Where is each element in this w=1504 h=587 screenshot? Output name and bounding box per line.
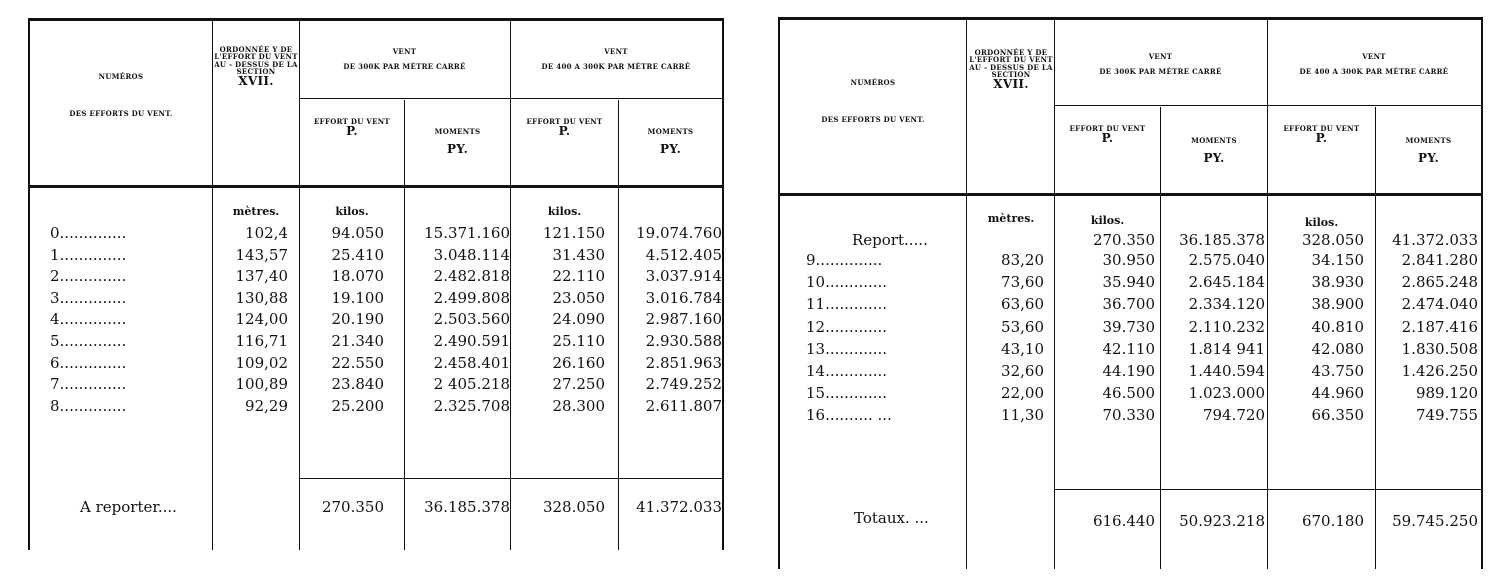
cell-y: 63,60 xyxy=(1001,295,1044,314)
header-moments-1: MOMENTS PY. xyxy=(434,127,481,157)
cell-label: 4.............. xyxy=(50,310,127,329)
header-effort-1: EFFORT DU VENT P. xyxy=(314,117,390,139)
total-p1-right: 616.440 xyxy=(1092,512,1155,530)
cell-p1: 70.330 xyxy=(1102,406,1155,425)
cell-p1: 44.190 xyxy=(1102,362,1155,380)
table-row xyxy=(30,354,722,374)
cell-p1: 25.410 xyxy=(331,245,384,264)
cell-m2: 3.016.784 xyxy=(645,288,722,307)
cell-p2: 25.110 xyxy=(552,332,605,350)
cell-p1: 21.340 xyxy=(331,332,384,350)
cell-m1: 3.048.114 xyxy=(433,245,510,264)
header-vent-1: VENT DE 300K PAR MÈTRE CARRÉ xyxy=(343,47,466,72)
cell-m1: 1.440.594 xyxy=(1188,362,1265,380)
total-p2-right: 670.180 xyxy=(1301,512,1364,530)
cell-p2: 43.750 xyxy=(1311,362,1364,380)
table-row xyxy=(30,397,722,417)
cell-m2: 2.851.963 xyxy=(645,353,722,372)
cell-label: 8.............. xyxy=(50,396,127,415)
table-row xyxy=(780,318,1481,338)
total-p1-left: 270.350 xyxy=(321,498,384,516)
table-right xyxy=(778,17,1483,569)
unit-kilos-2-r: kilos. xyxy=(1304,216,1339,229)
table-row xyxy=(30,310,722,330)
cell-m1: 15.371.160 xyxy=(424,224,510,242)
cell-y: 124,00 xyxy=(235,310,288,329)
cell-p2: 121.150 xyxy=(542,224,605,242)
cell-y: 43,10 xyxy=(1001,339,1044,358)
cell-label: 3.............. xyxy=(50,288,127,307)
cell-label: 1.............. xyxy=(50,245,127,264)
table-row xyxy=(780,251,1481,271)
cell-m2: 19.074.760 xyxy=(636,224,722,242)
cell-p1: 25.200 xyxy=(331,396,384,415)
cell-y: 116,71 xyxy=(235,332,288,350)
header-moments-2-r: MOMENTS PY. xyxy=(1405,136,1452,166)
header-ordonnee-r: ORDONNÉE Y DE L'EFFORT DU VENT AU - DESSUS DE LA SECTION XVII. xyxy=(969,48,1053,92)
cell-p2: 38.900 xyxy=(1311,295,1364,314)
cell-label: 14............. xyxy=(806,362,888,380)
cell-y: 22,00 xyxy=(1001,384,1044,403)
header-vent-2: VENT DE 400 A 300K PAR MÈTRE CARRÉ xyxy=(541,47,691,72)
cell-p1: 23.840 xyxy=(331,375,384,394)
report-p1: 270.350 xyxy=(1092,231,1155,249)
cell-p1: 36.700 xyxy=(1102,295,1155,314)
cell-label: 13............. xyxy=(806,339,888,358)
header-numeros: NUMÉROS DES EFFORTS DU VENT. xyxy=(69,72,173,119)
cell-p1: 18.070 xyxy=(331,267,384,286)
cell-y: 92,29 xyxy=(245,396,288,415)
header-effort-2: EFFORT DU VENT P. xyxy=(526,117,603,139)
report-label: Report..... xyxy=(852,231,928,249)
cell-p2: 44.960 xyxy=(1311,384,1364,403)
cell-p2: 27.250 xyxy=(552,375,605,394)
table-row xyxy=(780,295,1481,315)
report-m2: 41.372.033 xyxy=(1392,231,1478,249)
cell-m1: 2.334.120 xyxy=(1188,295,1265,314)
cell-m1: 2.499.808 xyxy=(433,288,510,307)
cell-m2: 2.841.280 xyxy=(1401,251,1478,269)
table-row xyxy=(30,332,722,352)
cell-p2: 38.930 xyxy=(1311,273,1364,292)
cell-p1: 20.190 xyxy=(331,310,384,329)
table-row xyxy=(30,267,722,287)
cell-y: 100,89 xyxy=(235,375,288,394)
table-row xyxy=(30,375,722,395)
table-row xyxy=(780,406,1481,426)
total-p2-left: 328.050 xyxy=(542,498,605,516)
header-numeros-r: NUMÉROS DES EFFORTS DU VENT. xyxy=(821,78,925,125)
cell-p2: 31.430 xyxy=(552,245,605,264)
cell-m2: 989.120 xyxy=(1415,384,1478,403)
cell-m2: 1.830.508 xyxy=(1401,339,1478,358)
cell-m1: 1.023.000 xyxy=(1188,384,1265,403)
report-row xyxy=(780,231,1481,251)
unit-metres-r: mètres. xyxy=(987,212,1035,225)
cell-m1: 2.325.708 xyxy=(433,396,510,415)
cell-p2: 24.090 xyxy=(552,310,605,329)
cell-label: 10............. xyxy=(806,273,888,292)
cell-m1: 2 405.218 xyxy=(433,375,510,394)
cell-m2: 2.930.588 xyxy=(645,332,722,350)
total-label-right: Totaux. ... xyxy=(854,509,929,527)
table-row xyxy=(780,362,1481,382)
cell-p2: 28.300 xyxy=(552,396,605,415)
cell-y: 109,02 xyxy=(235,353,288,372)
report-p2: 328.050 xyxy=(1301,231,1364,249)
header-effort-1-r: EFFORT DU VENT P. xyxy=(1069,124,1146,146)
cell-p2: 23.050 xyxy=(552,288,605,307)
cell-label: 7.............. xyxy=(50,375,127,394)
cell-p1: 94.050 xyxy=(331,224,384,242)
cell-p1: 19.100 xyxy=(331,288,384,307)
cell-m2: 2.187.416 xyxy=(1401,317,1478,336)
cell-m2: 1.426.250 xyxy=(1401,362,1478,380)
cell-label: 12............. xyxy=(806,317,888,336)
cell-p1: 35.940 xyxy=(1102,273,1155,292)
cell-y: 130,88 xyxy=(235,288,288,307)
cell-m1: 2.490.591 xyxy=(433,332,510,350)
cell-y: 53,60 xyxy=(1001,317,1044,336)
header-effort-2-r: EFFORT DU VENT P. xyxy=(1283,124,1360,146)
cell-m1: 1.814 941 xyxy=(1188,339,1265,358)
total-m2-left: 41.372.033 xyxy=(636,498,722,516)
cell-p1: 39.730 xyxy=(1102,317,1155,336)
table-left xyxy=(28,18,724,550)
cell-label: 11............. xyxy=(806,295,888,314)
cell-m2: 2.749.252 xyxy=(645,375,722,394)
header-ordonnee: ORDONNÉE Y DE L'EFFORT DU VENT AU - DESSUS DE LA SECTION XVII. xyxy=(214,45,298,89)
cell-p2: 34.150 xyxy=(1311,251,1364,269)
table-row xyxy=(780,384,1481,404)
cell-m2: 2.474.040 xyxy=(1401,295,1478,314)
cell-m2: 3.037.914 xyxy=(645,267,722,286)
cell-y: 137,40 xyxy=(235,267,288,286)
table-row xyxy=(30,289,722,309)
total-m2-right: 59.745.250 xyxy=(1392,512,1478,530)
cell-m1: 2.458.401 xyxy=(433,353,510,372)
cell-m2: 2.611.807 xyxy=(645,396,722,415)
unit-kilos-1: kilos. xyxy=(335,205,369,218)
total-m1-left: 36.185.378 xyxy=(424,498,510,516)
cell-p1: 42.110 xyxy=(1102,339,1155,358)
cell-m2: 4.512.405 xyxy=(645,245,722,264)
cell-m1: 2.503.560 xyxy=(433,310,510,329)
cell-y: 83,20 xyxy=(1001,251,1044,269)
cell-label: 9.............. xyxy=(806,251,883,269)
cell-m2: 2.987.160 xyxy=(645,310,722,329)
cell-y: 73,60 xyxy=(1001,273,1044,292)
cell-label: 5.............. xyxy=(50,332,127,350)
cell-p1: 22.550 xyxy=(331,353,384,372)
cell-p2: 22.110 xyxy=(552,267,605,286)
table-row xyxy=(30,224,722,244)
cell-y: 32,60 xyxy=(1001,362,1044,380)
header-moments-1-r: MOMENTS PY. xyxy=(1191,136,1237,166)
cell-y: 143,57 xyxy=(235,245,288,264)
cell-m1: 2.482.818 xyxy=(433,267,510,286)
total-m1-right: 50.923.218 xyxy=(1179,512,1265,530)
cell-y: 102,4 xyxy=(245,224,288,242)
unit-kilos-2: kilos. xyxy=(547,205,582,218)
cell-p2: 40.810 xyxy=(1311,317,1364,336)
cell-label: 16.......... ... xyxy=(806,406,892,425)
total-label-left: A reporter.... xyxy=(80,498,177,516)
cell-m2: 749.755 xyxy=(1415,406,1478,425)
cell-y: 11,30 xyxy=(1001,406,1044,425)
header-moments-2: MOMENTS PY. xyxy=(647,127,694,157)
cell-m2: 2.865.248 xyxy=(1401,273,1478,292)
unit-metres: mètres. xyxy=(232,205,280,218)
table-row xyxy=(780,340,1481,360)
cell-label: 2.............. xyxy=(50,267,127,286)
cell-m1: 2.645.184 xyxy=(1188,273,1265,292)
cell-m1: 2.110.232 xyxy=(1188,317,1265,336)
cell-p2: 42.080 xyxy=(1311,339,1364,358)
cell-m1: 794.720 xyxy=(1202,406,1265,425)
table-row xyxy=(30,246,722,266)
table-row xyxy=(780,273,1481,293)
cell-label: 0.............. xyxy=(50,224,127,242)
cell-p2: 66.350 xyxy=(1311,406,1364,425)
cell-p1: 30.950 xyxy=(1102,251,1155,269)
cell-p1: 46.500 xyxy=(1102,384,1155,403)
report-m1: 36.185.378 xyxy=(1179,231,1265,249)
cell-label: 15............. xyxy=(806,384,888,403)
cell-m1: 2.575.040 xyxy=(1188,251,1265,269)
unit-kilos-1-r: kilos. xyxy=(1090,214,1125,227)
header-vent-1-r: VENT DE 300K PAR MÈTRE CARRÉ xyxy=(1099,52,1222,77)
header-vent-2-r: VENT DE 400 A 300K PAR MÈTRE CARRÉ xyxy=(1299,52,1449,77)
cell-p2: 26.160 xyxy=(552,353,605,372)
cell-label: 6.............. xyxy=(50,353,127,372)
